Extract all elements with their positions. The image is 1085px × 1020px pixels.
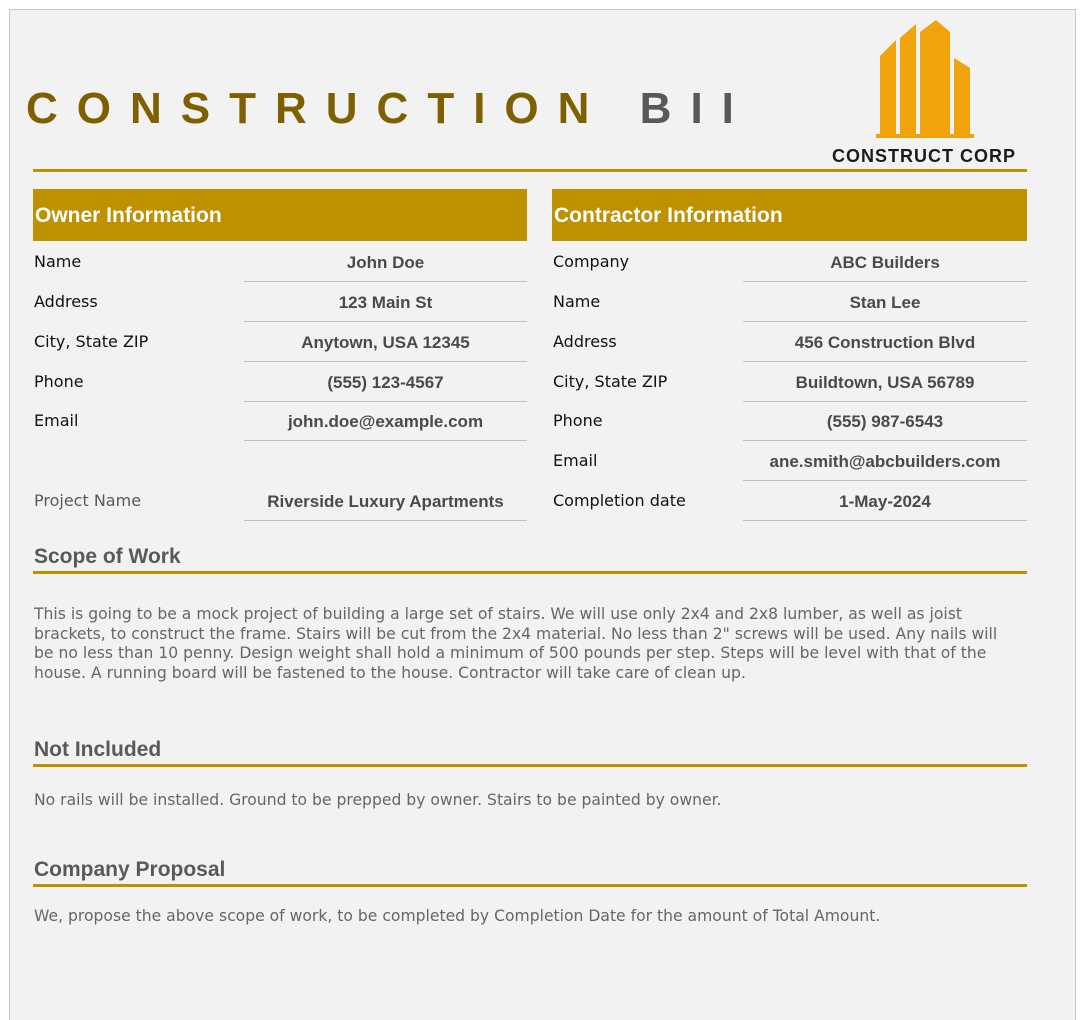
contractor-information-header: Contractor Information bbox=[552, 189, 1027, 241]
not-included-divider bbox=[33, 764, 1027, 767]
not-included-text: No rails will be installed. Ground to be prepped by owner. Stairs to be painted by owner. bbox=[34, 791, 722, 809]
logo-wordmark: CONSTRUCT CORP bbox=[832, 146, 1016, 166]
owner-phone-row bbox=[33, 362, 527, 402]
owner-city-value[interactable]: Anytown, USA 12345 bbox=[244, 322, 527, 362]
contractor-phone-label: Phone bbox=[553, 411, 603, 430]
completion-date-row bbox=[552, 481, 1027, 521]
buildings-icon bbox=[870, 18, 980, 140]
title-tail: BII bbox=[639, 84, 753, 133]
document-title bbox=[26, 84, 753, 140]
contractor-phone-row bbox=[552, 401, 1027, 441]
contractor-company-row bbox=[552, 242, 1027, 282]
company-logo bbox=[830, 18, 1018, 166]
owner-address-label: Address bbox=[34, 292, 98, 311]
contractor-name-row bbox=[552, 282, 1027, 322]
title-main: CONSTRUCTION bbox=[26, 84, 609, 133]
owner-address-value[interactable]: 123 Main St bbox=[244, 282, 527, 322]
owner-city-label: City, State ZIP bbox=[34, 332, 149, 351]
completion-date-value[interactable]: 1-May-2024 bbox=[743, 481, 1027, 521]
owner-address-row bbox=[33, 282, 527, 322]
contractor-phone-value[interactable]: (555) 987-6543 bbox=[743, 401, 1027, 441]
contractor-city-value[interactable]: Buildtown, USA 56789 bbox=[743, 362, 1027, 402]
contractor-email-value[interactable]: ane.smith@abcbuilders.com bbox=[743, 441, 1027, 481]
owner-email-label: Email bbox=[34, 411, 79, 430]
owner-information-header: Owner Information bbox=[33, 189, 527, 241]
scope-of-work-text: This is going to be a mock project of building a large set of stairs. We will use only 2x4 and 2x8 lumber, as well as joist brackets, to construct the frame. Stairs will be cut from the 2x4 material. No less than 2" screws will be used. Any nails will be no less than 10 penny. Design weight shall hold a minimum of 500 pounds per step. Steps will be level with that of the house. A running board will be fastened to the house. Contractor will take care of clean up. bbox=[34, 605, 998, 682]
contractor-name-label: Name bbox=[553, 292, 601, 311]
company-proposal-heading: Company Proposal bbox=[34, 858, 226, 881]
contractor-address-value[interactable]: 456 Construction Blvd bbox=[743, 322, 1027, 362]
contractor-email-label: Email bbox=[553, 451, 598, 470]
contractor-address-label: Address bbox=[553, 332, 617, 351]
contractor-city-label: City, State ZIP bbox=[553, 372, 668, 391]
contractor-address-row bbox=[552, 322, 1027, 362]
contractor-company-label: Company bbox=[553, 252, 630, 271]
contractor-name-value[interactable]: Stan Lee bbox=[743, 282, 1027, 322]
not-included-heading: Not Included bbox=[34, 738, 162, 761]
owner-name-value[interactable]: John Doe bbox=[244, 242, 527, 282]
owner-email-value[interactable]: john.doe@example.com bbox=[244, 401, 527, 441]
owner-name-label: Name bbox=[34, 252, 82, 271]
proposal-divider bbox=[33, 884, 1027, 887]
owner-email-row bbox=[33, 401, 527, 441]
owner-phone-label: Phone bbox=[34, 372, 84, 391]
project-name-row bbox=[33, 481, 527, 521]
header-divider bbox=[33, 169, 1027, 172]
contractor-city-row bbox=[552, 362, 1027, 402]
owner-phone-value[interactable]: (555) 123-4567 bbox=[244, 362, 527, 402]
owner-name-row bbox=[33, 242, 527, 282]
scope-divider bbox=[33, 571, 1027, 574]
company-proposal-text: We, propose the above scope of work, to be completed by Completion Date for the amount of Total Amount. bbox=[34, 907, 881, 925]
project-name-value[interactable]: Riverside Luxury Apartments bbox=[244, 481, 527, 521]
owner-city-row bbox=[33, 322, 527, 362]
contractor-email-row bbox=[552, 441, 1027, 481]
contractor-company-value[interactable]: ABC Builders bbox=[743, 242, 1027, 282]
project-name-label: Project Name bbox=[34, 491, 142, 510]
scope-of-work-heading: Scope of Work bbox=[34, 545, 181, 568]
completion-date-label: Completion date bbox=[553, 491, 686, 510]
